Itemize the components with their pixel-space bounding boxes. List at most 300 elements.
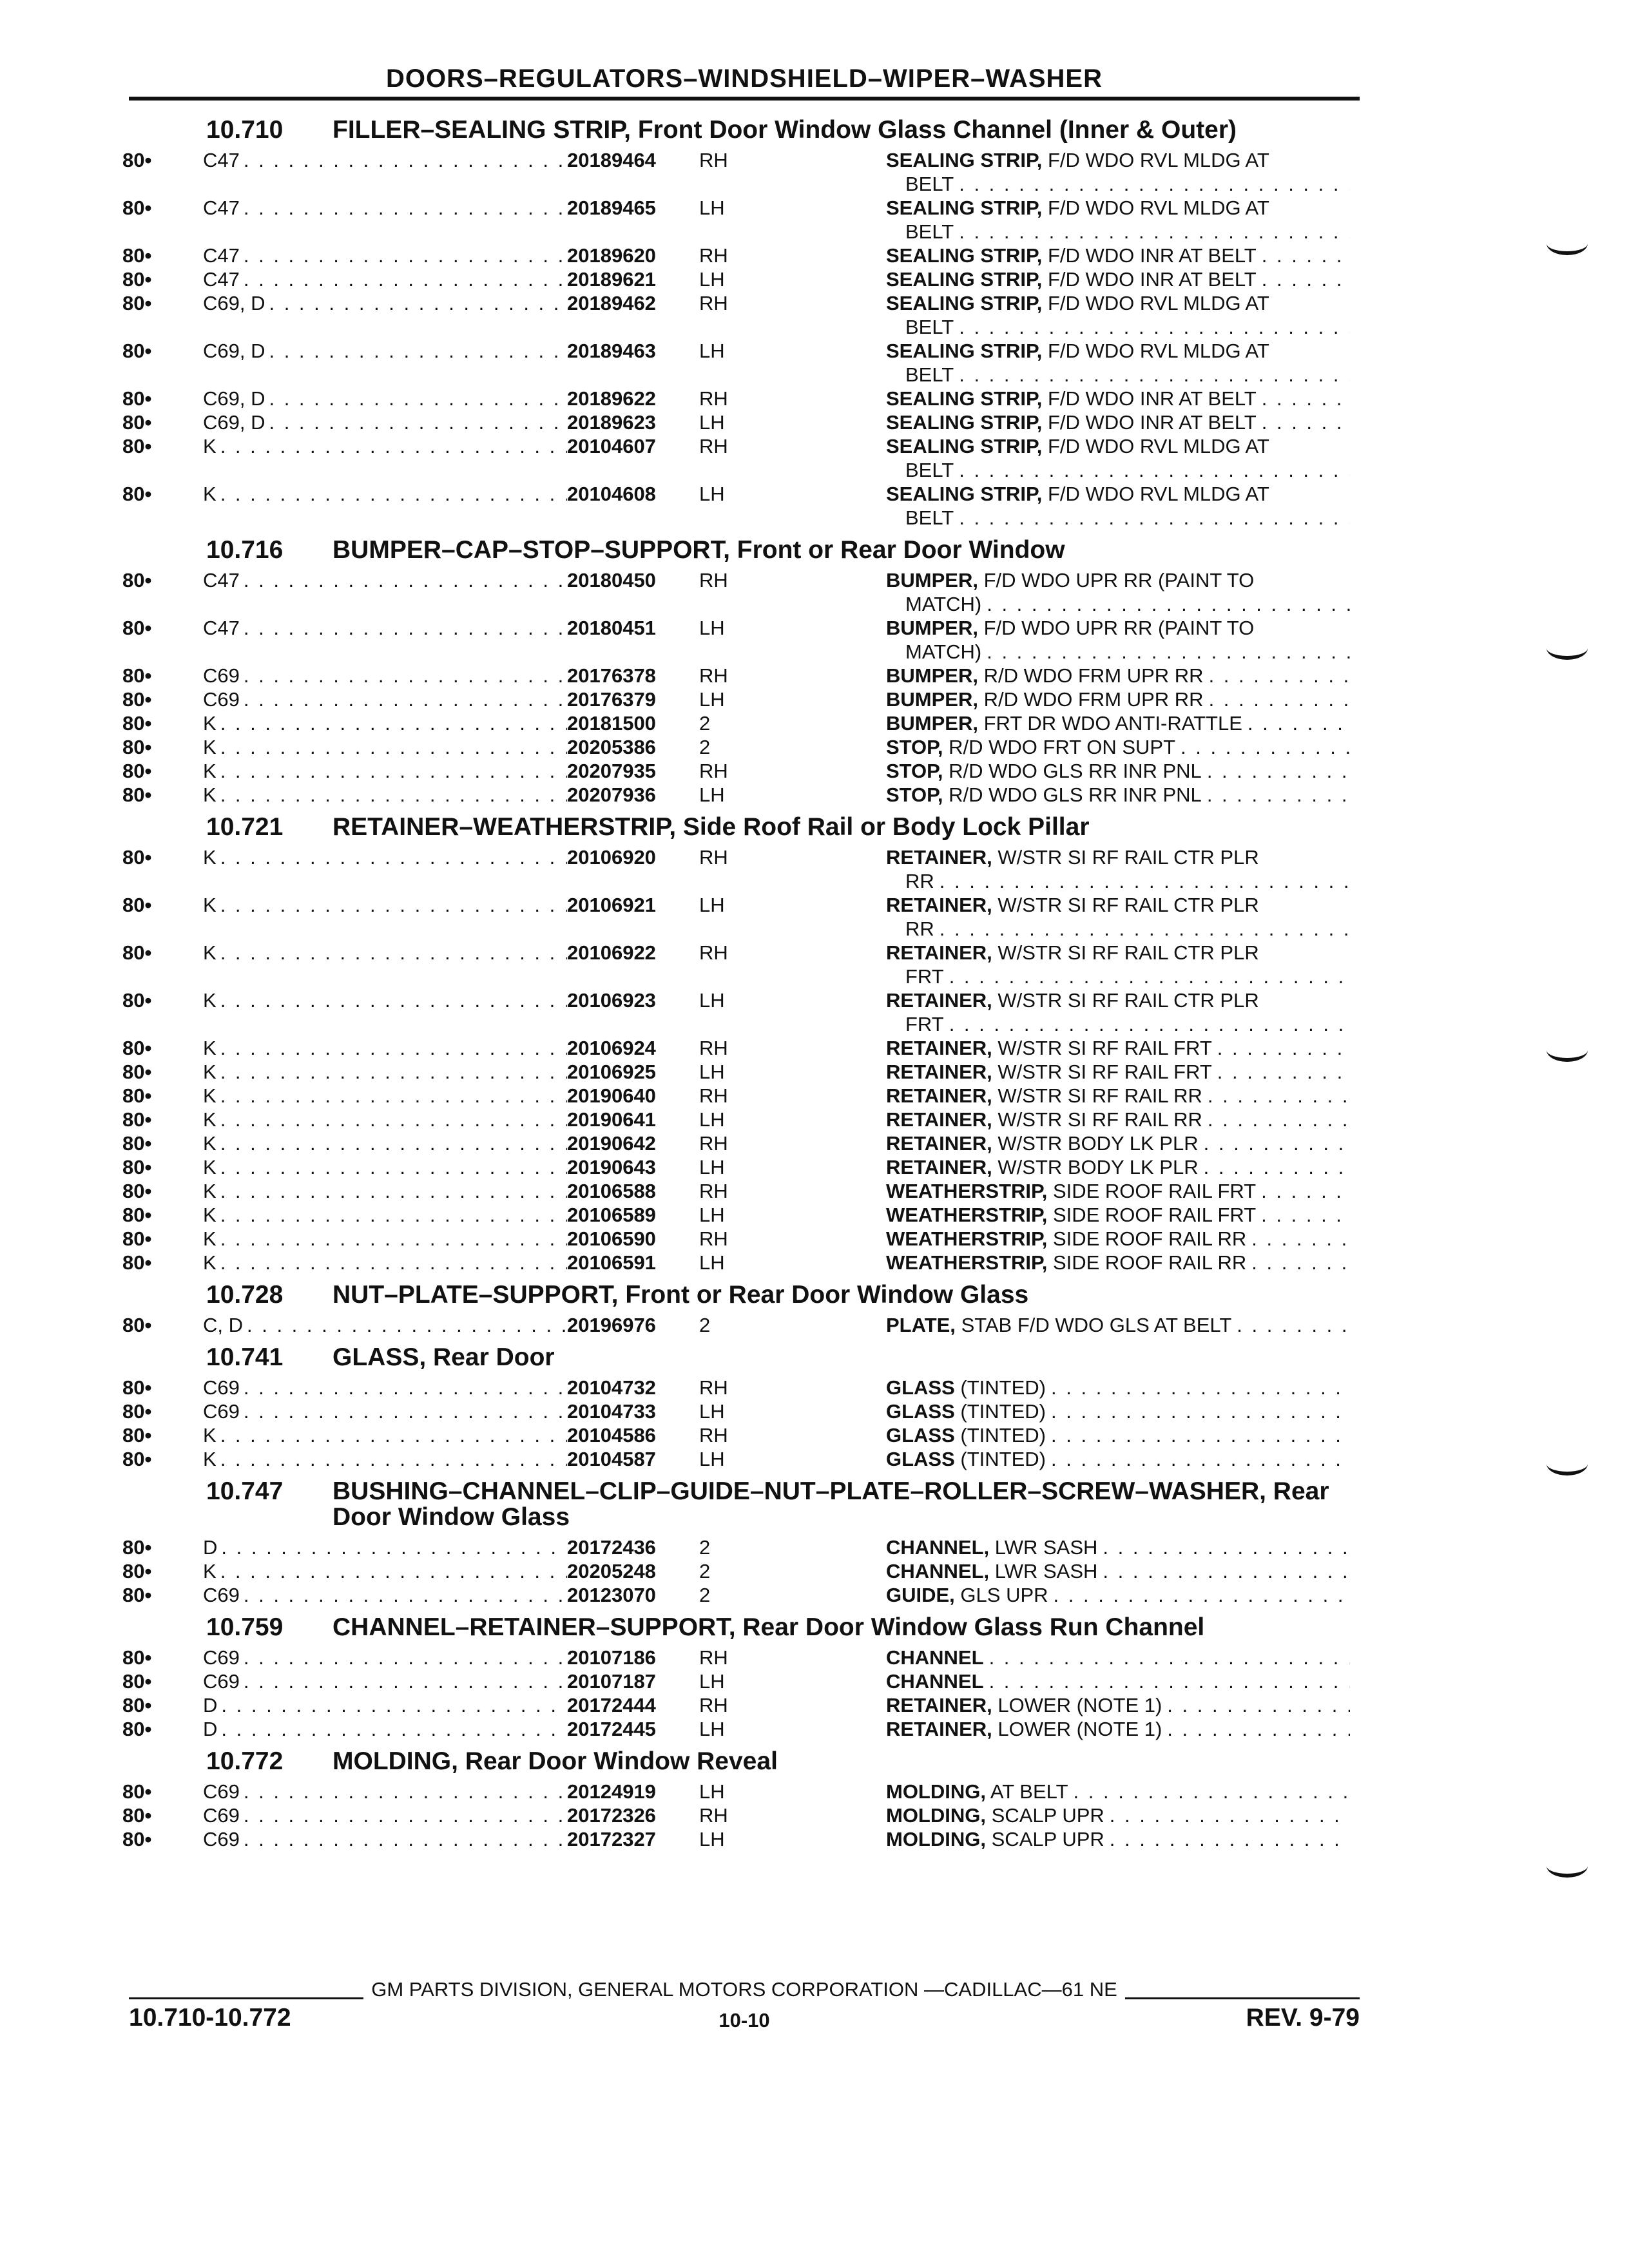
- section-10-721: [122, 814, 1360, 1274]
- body-model: C47: [203, 244, 240, 267]
- model-year: 80•: [122, 783, 152, 806]
- dot-leader: [265, 387, 567, 410]
- section-title: RETAINER–WEATHERSTRIP, Side Roof Rail or Body Lock Pillar: [333, 813, 1090, 841]
- body-model: K: [203, 483, 217, 505]
- part-row: [122, 1447, 1360, 1471]
- description-noun: CHANNEL,: [886, 1536, 990, 1559]
- section-title: CHANNEL–RETAINER–SUPPORT, Rear Door Window Glass Run Channel: [333, 1613, 1205, 1641]
- description-noun: MOLDING,: [886, 1828, 986, 1850]
- description: [886, 410, 1350, 434]
- description-text: R/D WDO FRM UPR RR: [983, 688, 1204, 711]
- section-heading: [122, 814, 1360, 840]
- dot-leader: [240, 148, 567, 196]
- quantity-side: LH: [699, 989, 725, 1012]
- dot-leader: [1256, 1203, 1350, 1227]
- description-text: F/D WDO INR AT BELT: [1047, 411, 1257, 434]
- description-text: W/STR SI RF RAIL CTR PLR: [998, 846, 1259, 869]
- description: [886, 1535, 1350, 1559]
- part-number: 20172445: [567, 1718, 656, 1740]
- description-noun: SEALING STRIP,: [886, 483, 1043, 505]
- description-continuation: BELT: [905, 363, 954, 386]
- quantity-side: LH: [699, 1828, 725, 1850]
- part-row: [122, 1313, 1360, 1337]
- part-number: 20106588: [567, 1180, 656, 1202]
- quantity-side: LH: [699, 617, 725, 639]
- description-text: GLS UPR: [960, 1584, 1048, 1606]
- body-model: K: [203, 1204, 217, 1226]
- part-row: [122, 1084, 1360, 1108]
- dot-leader: [217, 1084, 567, 1108]
- body-model: K: [203, 783, 217, 806]
- model-cell: [203, 387, 567, 410]
- dot-leader: [240, 244, 567, 267]
- description-noun: RETAINER,: [886, 894, 992, 916]
- model-year: 80•: [122, 1424, 152, 1446]
- part-number: 20124919: [567, 1780, 656, 1803]
- body-model: C69: [203, 1646, 240, 1669]
- body-model: K: [203, 1180, 217, 1202]
- part-row: [122, 1399, 1360, 1423]
- body-model: C47: [203, 268, 240, 291]
- model-year: 80•: [122, 1718, 152, 1740]
- model-cell: [203, 664, 567, 687]
- body-model: K: [203, 1037, 217, 1059]
- quantity-side: RH: [699, 244, 728, 267]
- part-number: 20106921: [567, 894, 656, 916]
- quantity-side: 2: [699, 1560, 711, 1582]
- description: [886, 1227, 1350, 1251]
- part-row: [122, 1179, 1360, 1203]
- dot-leader: [1104, 1803, 1350, 1827]
- model-cell: [203, 941, 567, 988]
- description-text: SCALP UPR: [991, 1828, 1104, 1850]
- body-model: C47: [203, 569, 240, 591]
- part-row: [122, 616, 1360, 664]
- dot-leader: [1242, 711, 1350, 735]
- description-noun: CHANNEL: [886, 1646, 984, 1669]
- description-text: SIDE ROOF RAIL FRT: [1052, 1204, 1257, 1226]
- margin-mark: [1547, 244, 1588, 255]
- dot-leader: [217, 735, 567, 759]
- model-year: 80•: [122, 941, 152, 964]
- footer-range: 10.710-10.772: [129, 2004, 291, 2032]
- description-text: SIDE ROOF RAIL RR: [1052, 1251, 1247, 1274]
- description-noun: SEALING STRIP,: [886, 435, 1043, 457]
- section-number: 10.728: [206, 1281, 284, 1309]
- model-cell: [203, 1203, 567, 1227]
- part-number: 20189620: [567, 244, 656, 267]
- section-10-741: [122, 1345, 1360, 1471]
- quantity-side: RH: [699, 1804, 728, 1827]
- description: [886, 1583, 1350, 1607]
- body-model: K: [203, 736, 217, 758]
- dot-leader: [954, 458, 1350, 482]
- model-cell: [203, 1313, 567, 1337]
- part-number: 20106591: [567, 1251, 656, 1274]
- section-number: 10.747: [206, 1477, 284, 1505]
- description-noun: RETAINER,: [886, 989, 992, 1012]
- description-text: (TINTED): [960, 1424, 1046, 1446]
- body-model: D: [203, 1718, 218, 1740]
- body-model: C47: [203, 149, 240, 171]
- body-model: K: [203, 712, 217, 735]
- description-noun: MOLDING,: [886, 1804, 986, 1827]
- dot-leader: [265, 410, 567, 434]
- dot-leader: [217, 1203, 567, 1227]
- model-cell: [203, 267, 567, 291]
- model-cell: [203, 1131, 567, 1155]
- description-noun: BUMPER,: [886, 664, 978, 687]
- section-10-747: [122, 1479, 1360, 1607]
- part-row: [122, 1036, 1360, 1060]
- description-text: R/D WDO FRT ON SUPT: [949, 736, 1176, 758]
- model-year: 80•: [122, 1061, 152, 1083]
- model-year: 80•: [122, 1314, 152, 1336]
- model-year: 80•: [122, 760, 152, 782]
- dot-leader: [217, 893, 567, 941]
- model-year: 80•: [122, 149, 152, 171]
- quantity-side: RH: [699, 1376, 728, 1399]
- description: [886, 1423, 1350, 1447]
- description-noun: STOP,: [886, 783, 943, 806]
- description-noun: BUMPER,: [886, 712, 978, 735]
- description-continuation: BELT: [905, 173, 954, 195]
- quantity-side: LH: [699, 1780, 725, 1803]
- description-noun: RETAINER,: [886, 941, 992, 964]
- description-noun: CHANNEL,: [886, 1560, 990, 1582]
- description-continuation: MATCH): [905, 640, 982, 663]
- body-model: C69: [203, 1804, 240, 1827]
- body-model: C69: [203, 664, 240, 687]
- quantity-side: LH: [699, 1061, 725, 1083]
- model-year: 80•: [122, 292, 152, 314]
- description: [886, 759, 1350, 783]
- part-row: [122, 1423, 1360, 1447]
- model-year: 80•: [122, 1646, 152, 1669]
- quantity-side: LH: [699, 411, 725, 434]
- quantity-side: LH: [699, 1718, 725, 1740]
- part-number: 20207935: [567, 760, 656, 782]
- dot-leader: [217, 1227, 567, 1251]
- dot-leader: [240, 1827, 567, 1851]
- description: [886, 1827, 1350, 1851]
- section-number: 10.759: [206, 1613, 284, 1641]
- part-number: 20196976: [567, 1314, 656, 1336]
- dot-leader: [240, 568, 567, 616]
- description-text: R/D WDO GLS RR INR PNL: [949, 783, 1202, 806]
- model-year: 80•: [122, 1828, 152, 1850]
- dot-leader: [1257, 244, 1350, 267]
- dot-leader: [1212, 1060, 1350, 1084]
- dot-leader: [1097, 1535, 1350, 1559]
- part-number: 20189462: [567, 292, 656, 314]
- description: [886, 1693, 1350, 1717]
- part-number: 20104732: [567, 1376, 656, 1399]
- dot-leader: [217, 482, 567, 530]
- quantity-side: RH: [699, 1180, 728, 1202]
- body-model: C69: [203, 1584, 240, 1606]
- description-text: LOWER (NOTE 1): [998, 1718, 1162, 1740]
- dot-leader: [1212, 1036, 1350, 1060]
- dot-leader: [1046, 1447, 1350, 1471]
- description-text: W/STR BODY LK PLR: [998, 1132, 1199, 1155]
- part-row: [122, 1251, 1360, 1274]
- description: [886, 148, 1350, 196]
- dot-leader: [217, 1179, 567, 1203]
- body-model: K: [203, 760, 217, 782]
- body-model: C69: [203, 1828, 240, 1850]
- model-year: 80•: [122, 1694, 152, 1716]
- quantity-side: LH: [699, 1156, 725, 1178]
- dot-leader: [954, 363, 1350, 387]
- footer-rule-right: [1125, 1997, 1360, 1999]
- description: [886, 267, 1350, 291]
- description-noun: MOLDING,: [886, 1780, 986, 1803]
- description: [886, 616, 1350, 664]
- description-text: W/STR SI RF RAIL CTR PLR: [998, 894, 1259, 916]
- body-model: K: [203, 1560, 217, 1582]
- section-number: 10.710: [206, 116, 284, 144]
- description-continuation: BELT: [905, 506, 954, 529]
- description-noun: GLASS: [886, 1376, 955, 1399]
- description-text: SCALP UPR: [991, 1804, 1104, 1827]
- body-model: C69, D: [203, 411, 265, 434]
- description: [886, 711, 1350, 735]
- model-cell: [203, 1583, 567, 1607]
- description-text: W/STR BODY LK PLR: [998, 1156, 1199, 1178]
- dot-leader: [217, 1108, 567, 1131]
- description: [886, 1251, 1350, 1274]
- model-cell: [203, 783, 567, 807]
- description-noun: RETAINER,: [886, 1718, 992, 1740]
- part-row: [122, 244, 1360, 267]
- model-year: 80•: [122, 1132, 152, 1155]
- dot-leader: [1246, 1227, 1350, 1251]
- body-model: C47: [203, 197, 240, 219]
- part-number: 20172326: [567, 1804, 656, 1827]
- part-row: [122, 735, 1360, 759]
- model-cell: [203, 988, 567, 1036]
- part-row: [122, 1203, 1360, 1227]
- quantity-side: LH: [699, 894, 725, 916]
- section-title: BUSHING–CHANNEL–CLIP–GUIDE–NUT–PLATE–ROLLER–SCREW–WASHER, Rear Door Window Glass: [333, 1477, 1329, 1531]
- description: [886, 735, 1350, 759]
- description-text: (TINTED): [960, 1448, 1046, 1470]
- model-year: 80•: [122, 1376, 152, 1399]
- description: [886, 988, 1350, 1036]
- part-row: [122, 387, 1360, 410]
- model-cell: [203, 1803, 567, 1827]
- description: [886, 1447, 1350, 1471]
- part-number: 20189623: [567, 411, 656, 434]
- dot-leader: [944, 1012, 1350, 1036]
- description: [886, 1559, 1350, 1583]
- section-number: 10.741: [206, 1343, 284, 1371]
- description: [886, 1131, 1350, 1155]
- description-text: F/D WDO RVL MLDG AT: [1047, 340, 1269, 362]
- dot-leader: [240, 267, 567, 291]
- header-rule: [129, 97, 1360, 101]
- margin-mark: [1547, 648, 1588, 660]
- dot-leader: [1204, 664, 1350, 687]
- part-row: [122, 1535, 1360, 1559]
- description-noun: BUMPER,: [886, 569, 978, 591]
- description: [886, 845, 1350, 893]
- description: [886, 196, 1350, 244]
- description-noun: SEALING STRIP,: [886, 244, 1043, 267]
- model-cell: [203, 1447, 567, 1471]
- section-title: BUMPER–CAP–STOP–SUPPORT, Front or Rear Door Window: [333, 536, 1065, 564]
- dot-leader: [265, 339, 567, 387]
- part-number: 20189465: [567, 197, 656, 219]
- description-noun: RETAINER,: [886, 1108, 992, 1131]
- quantity-side: 2: [699, 736, 711, 758]
- part-number: 20106589: [567, 1204, 656, 1226]
- description: [886, 664, 1350, 687]
- description: [886, 339, 1350, 387]
- model-year: 80•: [122, 1156, 152, 1178]
- footer-publisher: GM PARTS DIVISION, GENERAL MOTORS CORPORATION —CADILLAC—61 NE: [371, 1978, 1117, 2001]
- part-number: 20106922: [567, 941, 656, 964]
- part-number: 20176378: [567, 664, 656, 687]
- part-number: 20189621: [567, 268, 656, 291]
- part-row: [122, 759, 1360, 783]
- dot-leader: [954, 315, 1350, 339]
- body-model: C69: [203, 1670, 240, 1693]
- dot-leader: [1257, 410, 1350, 434]
- model-cell: [203, 845, 567, 893]
- description-noun: WEATHERSTRIP,: [886, 1251, 1048, 1274]
- dot-leader: [954, 220, 1350, 244]
- quantity-side: LH: [699, 1204, 725, 1226]
- description: [886, 1203, 1350, 1227]
- part-row: [122, 568, 1360, 616]
- model-cell: [203, 1646, 567, 1669]
- body-model: K: [203, 846, 217, 869]
- section-title: GLASS, Rear Door: [333, 1343, 555, 1371]
- dot-leader: [240, 196, 567, 244]
- description-continuation: BELT: [905, 316, 954, 338]
- part-number: 20106923: [567, 989, 656, 1012]
- quantity-side: 2: [699, 1314, 711, 1336]
- dot-leader: [1202, 759, 1350, 783]
- description-text: LWR SASH: [994, 1560, 1098, 1582]
- description: [886, 1036, 1350, 1060]
- dot-leader: [240, 1780, 567, 1803]
- quantity-side: RH: [699, 1646, 728, 1669]
- dot-leader: [1202, 1084, 1350, 1108]
- model-cell: [203, 1227, 567, 1251]
- body-model: K: [203, 1108, 217, 1131]
- model-cell: [203, 434, 567, 482]
- model-cell: [203, 711, 567, 735]
- description: [886, 687, 1350, 711]
- model-year: 80•: [122, 1251, 152, 1274]
- part-row: [122, 339, 1360, 387]
- part-row: [122, 1108, 1360, 1131]
- part-row: [122, 988, 1360, 1036]
- part-number: 20189622: [567, 387, 656, 410]
- model-cell: [203, 1717, 567, 1741]
- dot-leader: [240, 664, 567, 687]
- description-text: F/D WDO RVL MLDG AT: [1047, 197, 1269, 219]
- model-cell: [203, 1036, 567, 1060]
- dot-leader: [243, 1313, 567, 1337]
- model-cell: [203, 1780, 567, 1803]
- model-year: 80•: [122, 1400, 152, 1423]
- body-model: C69: [203, 1400, 240, 1423]
- dot-leader: [217, 845, 567, 893]
- part-number: 20104587: [567, 1448, 656, 1470]
- body-model: K: [203, 1448, 217, 1470]
- model-year: 80•: [122, 1037, 152, 1059]
- description-noun: SEALING STRIP,: [886, 197, 1043, 219]
- dot-leader: [217, 1717, 567, 1741]
- dot-leader: [217, 1535, 567, 1559]
- dot-leader: [981, 640, 1350, 664]
- dot-leader: [1175, 735, 1350, 759]
- margin-mark: [1547, 1866, 1588, 1878]
- body-model: K: [203, 1132, 217, 1155]
- description-noun: WEATHERSTRIP,: [886, 1180, 1048, 1202]
- description-text: F/D WDO RVL MLDG AT: [1047, 292, 1269, 314]
- margin-mark: [1547, 1050, 1588, 1062]
- model-cell: [203, 1108, 567, 1131]
- model-year: 80•: [122, 268, 152, 291]
- description-text: W/STR SI RF RAIL CTR PLR: [998, 989, 1259, 1012]
- body-model: K: [203, 1227, 217, 1250]
- description-noun: RETAINER,: [886, 1132, 992, 1155]
- part-row: [122, 845, 1360, 893]
- model-year: 80•: [122, 387, 152, 410]
- part-number: 20180451: [567, 617, 656, 639]
- footer-bottom: [129, 2004, 1360, 2036]
- description: [886, 941, 1350, 988]
- body-model: C, D: [203, 1314, 243, 1336]
- quantity-side: RH: [699, 435, 728, 457]
- description-text: (TINTED): [960, 1400, 1046, 1423]
- description-continuation: MATCH): [905, 593, 982, 615]
- description-noun: RETAINER,: [886, 1037, 992, 1059]
- description-text: F/D WDO RVL MLDG AT: [1047, 149, 1269, 171]
- description-noun: SEALING STRIP,: [886, 411, 1043, 434]
- description: [886, 434, 1350, 482]
- part-row: [122, 1693, 1360, 1717]
- section-10-728: [122, 1282, 1360, 1337]
- dot-leader: [1204, 687, 1350, 711]
- part-number: 20104607: [567, 435, 656, 457]
- body-model: K: [203, 1061, 217, 1083]
- part-number: 20190640: [567, 1084, 656, 1107]
- section-heading: [122, 117, 1360, 143]
- description-noun: SEALING STRIP,: [886, 292, 1043, 314]
- part-number: 20190643: [567, 1156, 656, 1178]
- dot-leader: [1046, 1399, 1350, 1423]
- model-cell: [203, 291, 567, 339]
- dot-leader: [240, 1669, 567, 1693]
- section-title: FILLER–SEALING STRIP, Front Door Window Glass Channel (Inner & Outer): [333, 116, 1237, 144]
- dot-leader: [1257, 267, 1350, 291]
- description: [886, 1376, 1350, 1399]
- description: [886, 783, 1350, 807]
- model-cell: [203, 1399, 567, 1423]
- model-cell: [203, 244, 567, 267]
- part-row: [122, 148, 1360, 196]
- description-noun: SEALING STRIP,: [886, 268, 1043, 291]
- part-number: 20172436: [567, 1536, 656, 1559]
- quantity-side: RH: [699, 292, 728, 314]
- description-text: SIDE ROOF RAIL RR: [1052, 1227, 1247, 1250]
